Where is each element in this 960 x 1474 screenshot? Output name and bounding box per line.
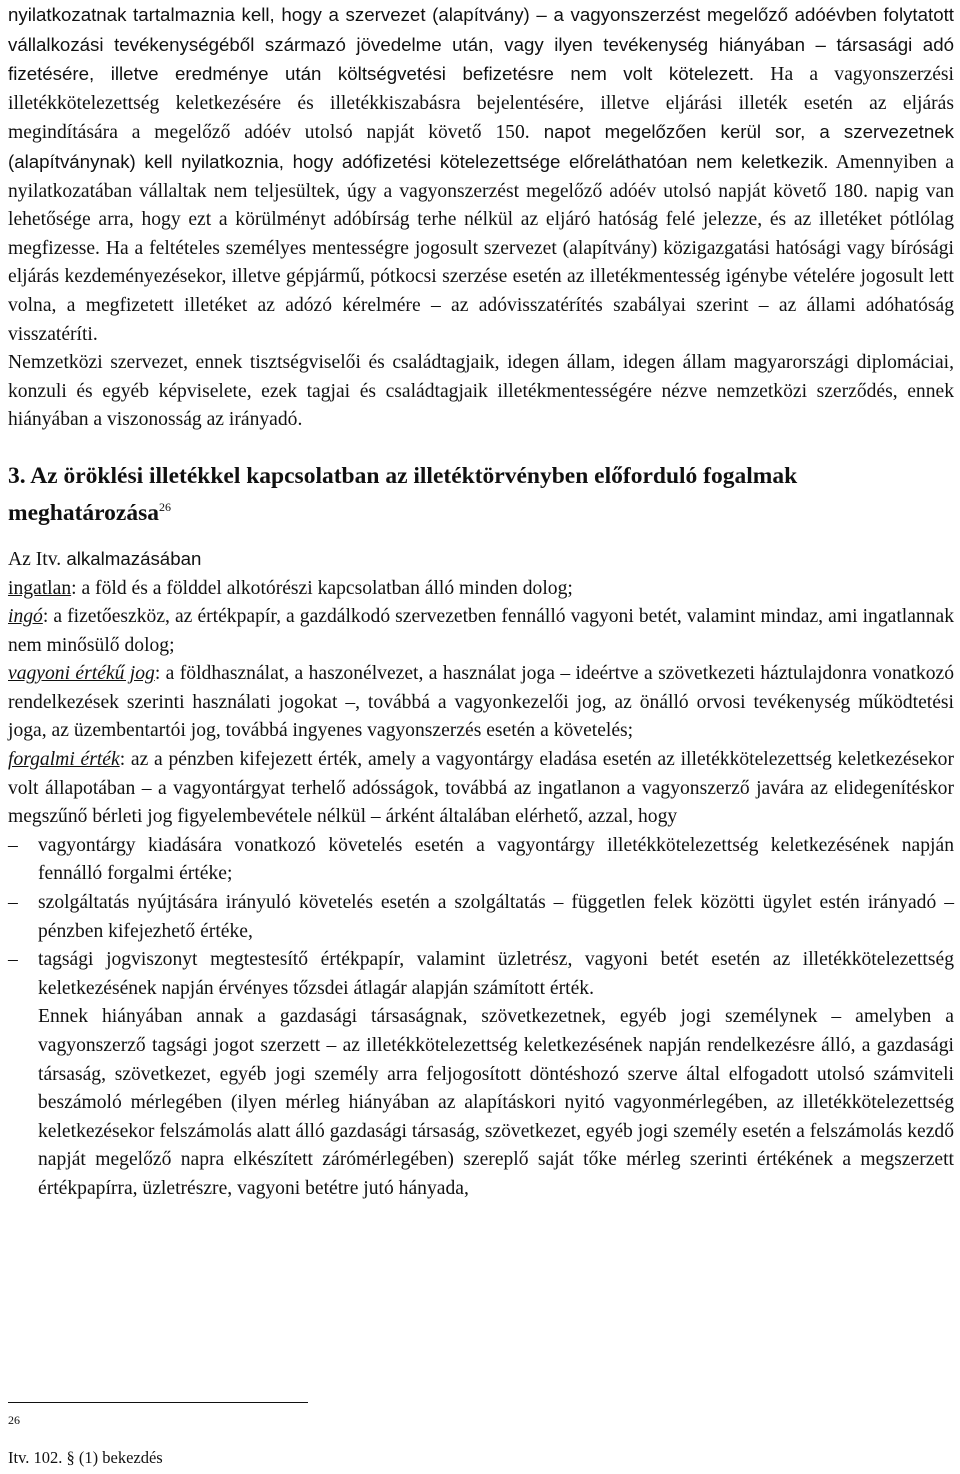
list-item-text: szolgáltatás nyújtására irányuló követelés esetén a szolgáltatás – független felek közötti ügylet estén irányadó – pénzben kifejezhető értéke,	[38, 892, 954, 942]
paragraph-part: napig van lehetősége arra, hogy ezt a körülményt adóbírság terhe nélkül az eljáró hatóság felé jelezze, és az illetéket pótlólag megfizesse. Ha a feltételes személyes mentességre jogosult szervezet (alapítvány) közigazgatási hatósági vagy bírósági eljárás kezdeményezésekor, illetve gépjármű, pótkocsi szerzése esetén az illetékmentesség igénybe vételére jogosult lett volna, a megfizetett illetéket az adózó kérelmére – az adóvisszatérítés szabályai szerint – az állami adóhatóság visszatéríti.	[8, 180, 954, 345]
itv-intro-suffix: alkalmazásában	[61, 547, 202, 569]
footnote	[8, 1409, 163, 1469]
definition-list	[8, 832, 954, 1004]
definition-ingatlan	[8, 575, 954, 604]
list-item-text: vagyontárgy kiadására vonatkozó követelés esetén a vagyontárgy illetékkötelezettség keletkezésének napján fennálló forgalmi értéke;	[38, 834, 954, 885]
footnote-divider	[8, 1402, 308, 1403]
paragraph-exemption-declaration	[8, 0, 954, 349]
footnote-reference: 26	[158, 499, 171, 514]
list-item	[8, 889, 954, 946]
definition-term: ingó	[8, 606, 43, 628]
paragraph-part: Amennyiben a nyilatkozatában vállaltak nem teljesültek, úgy a vagyonszerzést megelőző adóév utolsó napját követő 180.	[8, 151, 954, 202]
paragraph-part: nyilatkozatnak tartalmaznia kell, hogy a szervezet (alapítvány) – a vagyonszerzést megelőző adóévben folytatott vállalkozási tevékenységéből származó jövedelme után, vagy ilyen tevékenység hiányában – társasági adó fizetésére, illetve eredménye után költségvetési befizetésre nem volt kötelezett.	[8, 4, 954, 85]
list-continuation: Ennek hiányában annak a gazdasági társaságnak, szövetkezetnek, egyéb jogi személynek – amelyben a vagyonszerző tagsági jogot szerzett – az illetékkötelezettség keletkezésének napján rendelkezésre álló, a gazdasági társaság, szövetkezet, egyéb jogi személy arra feljogosított döntéshozó szerve által elfogadott utolsó számviteli beszámoló mérlegében (ilyen mérleg hiányában az alapításkori nyitó vagyonmérlegében, az illetékkötelezettség keletkezésekor felszámolás alatt álló gazdasági társaság, szövetkezet, egyéb jogi személy esetén a felszámolás kezdő napját megelőző napra elkészített zárómérlegében) szereplő saját tőke mérleg szerinti értékének a megszerzett értékpapírra, üzletrészre, vagyoni betétre jutó hányada,	[38, 1006, 954, 1199]
page-content	[8, 0, 954, 1204]
definition-text: : a földhasználat, a haszonélvezet, a használat joga – ideértve a szövetkezeti háztulajdonra vonatkozó rendelkezések szerinti használati jogokat –, továbbá a vagyonkezelői jog, az önálló orvosi tevékenység működtetési joga, az üzembentartói jog, továbbá ingyenes vagyonszerzés esetén a követelés;	[8, 663, 954, 742]
definition-term: forgalmi érték	[8, 749, 120, 771]
itv-intro	[8, 545, 954, 575]
paragraph-part: Ha a vagyonszerzési illetékkötelezettség keletkezésére és illetékkiszabásra bejelentésére, illetve eljárási illeték esetén az eljárás megindítására a megelőző adóév utolsó napját követő 150.	[8, 64, 954, 144]
itv-intro-prefix: Az Itv.	[8, 548, 62, 570]
definition-text: : a föld és a földdel alkotórészi kapcsolatban álló minden dolog;	[71, 577, 573, 599]
definition-term: vagyoni értékű jog	[8, 663, 155, 685]
definition-ingo	[8, 603, 954, 660]
dash-marker: –	[8, 949, 18, 971]
footnote-number: 26	[8, 1413, 20, 1427]
footnote-text: Itv. 102. § (1) bekezdés	[8, 1448, 163, 1467]
list-item	[8, 832, 954, 889]
dash-marker: –	[8, 834, 18, 856]
section-heading	[8, 461, 954, 529]
definition-term: ingatlan	[8, 577, 72, 599]
dash-marker: –	[8, 892, 18, 914]
section-heading-text: 3. Az öröklési illetékkel kapcsolatban az illetéktörvényben előforduló fogalmak meghatározása	[8, 462, 798, 526]
definition-forgalmi-ertek	[8, 746, 954, 832]
definition-vagyoni-ertekű-jog	[8, 660, 954, 746]
definition-text: : a fizetőeszköz, az értékpapír, a gazdálkodó szervezetben fennálló vagyoni betét, valamint mindaz, ami ingatlannak nem minősülő dolog;	[8, 606, 954, 656]
list-item	[8, 946, 954, 1003]
definition-text: : az a pénzben kifejezett érték, amely a vagyontárgy eladása esetén az illetékkötelezettség keletkezésekor volt állapotában – a vagyontárgyat terhelő adósságok, továbbá az ingatlanon a vagyonszerző javára az elidegenítéskor megszűnő bérleti jog figyelembevétele nélkül – árként általában elérhető, azzal, hogy	[8, 749, 955, 828]
list-item-text: tagsági jogviszonyt megtestesítő értékpapír, valamint üzletrész, vagyoni betét esetén az illetékkötelezettség keletkezésének napján érvényes tőzsdei átlagár alapján számított érték.	[38, 949, 954, 999]
paragraph-international-organizations: Nemzetközi szervezet, ennek tisztségviselői és családtagjaik, idegen állam, idegen állam magyarországi diplomáciai, konzuli és egyéb képviselete, ezek tagjai és családtagjaik illetékmentességére nézve nemzetközi szerződés, ennek hiányában a viszonosság az irányadó.	[8, 352, 954, 431]
paragraph-part: napot megelőzően kerül sor, a szervezetnek (alapítványnak) kell nyilatkoznia, hogy adófizetési kötelezettsége előreláthatóan nem keletkezik.	[8, 121, 954, 172]
